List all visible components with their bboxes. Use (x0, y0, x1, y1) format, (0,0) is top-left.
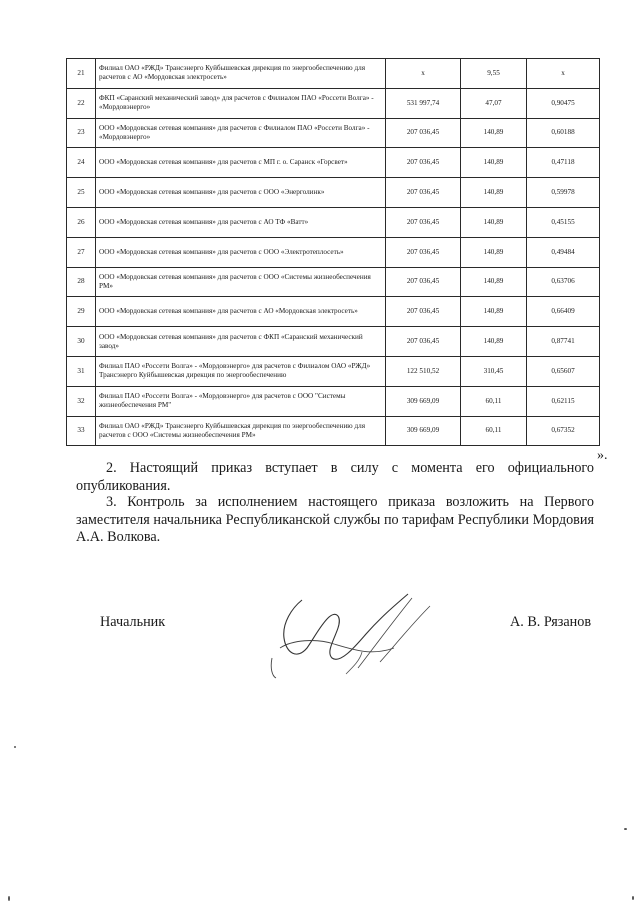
row-organization: ФКП «Саранский механический завод» для расчетов с Филиалом ПАО «Россети Волга» - «Мордовэнерго» (96, 88, 386, 118)
table-row (67, 118, 600, 148)
row-value-1: 207 036,45 (386, 178, 461, 208)
row-value-1: 309 669,09 (386, 416, 461, 446)
row-number: 29 (67, 297, 96, 327)
row-value-2: 310,45 (461, 356, 527, 386)
table-row (67, 178, 600, 208)
table-row (67, 148, 600, 178)
row-value-3: 0,60188 (527, 118, 600, 148)
table-row (67, 297, 600, 327)
paragraph-3: 3. Контроль за исполнением настоящего приказа возложить на Первого заместителя начальника Республиканской службы по тарифам Республики Мордовия А.А. Волкова. (76, 494, 594, 545)
row-value-2: 140,89 (461, 297, 527, 327)
row-organization: ООО «Мордовская сетевая компания» для расчетов с Филиалом ПАО «Россети Волга» - «Мордовэнерго» (96, 118, 386, 148)
row-number: 23 (67, 118, 96, 148)
table-row (67, 416, 600, 446)
row-value-1: 122 510,52 (386, 356, 461, 386)
table-row (67, 267, 600, 297)
table-row (67, 386, 600, 416)
row-number: 32 (67, 386, 96, 416)
paragraph-2: 2. Настоящий приказ вступает в силу с момента его официального опубликования. (76, 460, 594, 494)
scan-speck (8, 896, 10, 901)
signatory-name: А. В. Рязанов (510, 614, 592, 630)
row-value-3: 0,66409 (527, 297, 600, 327)
handwritten-signature (262, 578, 442, 688)
row-value-3: 0,62115 (527, 386, 600, 416)
row-value-3: 0,59978 (527, 178, 600, 208)
row-organization: Филиал ПАО «Россети Волга» - «Мордовэнерго» для расчетов с ООО "Системы жизнеобеспечения РМ" (96, 386, 386, 416)
table-row (67, 237, 600, 267)
row-value-1: 531 997,74 (386, 88, 461, 118)
table-row (67, 207, 600, 237)
row-value-2: 47,07 (461, 88, 527, 118)
row-value-2: 140,89 (461, 118, 527, 148)
row-number: 30 (67, 327, 96, 357)
scan-speck (624, 828, 627, 830)
row-organization: Филиал ОАО «РЖД» Трансэнерго Куйбышевская дирекция по энергообеспечению для расчетов с ООО «Системы жизнеобеспечения РМ» (96, 416, 386, 446)
row-value-1: 207 036,45 (386, 207, 461, 237)
row-value-3: х (527, 59, 600, 89)
table-row (67, 356, 600, 386)
row-value-1: 207 036,45 (386, 118, 461, 148)
row-number: 26 (67, 207, 96, 237)
row-value-1: 309 669,09 (386, 386, 461, 416)
row-value-2: 60,11 (461, 386, 527, 416)
table-row (67, 327, 600, 357)
row-value-1: х (386, 59, 461, 89)
row-value-2: 60,11 (461, 416, 527, 446)
row-number: 27 (67, 237, 96, 267)
closing-quote: ». (597, 448, 608, 463)
tariff-table-body (67, 59, 600, 446)
row-number: 22 (67, 88, 96, 118)
scan-speck (632, 896, 634, 900)
signatory-title: Начальник (100, 614, 166, 630)
row-value-2: 140,89 (461, 327, 527, 357)
row-value-2: 140,89 (461, 178, 527, 208)
row-value-1: 207 036,45 (386, 237, 461, 267)
row-value-1: 207 036,45 (386, 327, 461, 357)
row-organization: ООО «Мордовская сетевая компания» для расчетов с ООО «Системы жизнеобеспечения РМ» (96, 267, 386, 297)
row-value-3: 0,63706 (527, 267, 600, 297)
row-organization: ООО «Мордовская сетевая компания» для расчетов с АО ТФ «Ватт» (96, 207, 386, 237)
row-value-1: 207 036,45 (386, 297, 461, 327)
row-value-3: 0,90475 (527, 88, 600, 118)
row-number: 31 (67, 356, 96, 386)
row-value-2: 140,89 (461, 148, 527, 178)
row-number: 28 (67, 267, 96, 297)
scan-speck (14, 746, 16, 748)
row-number: 33 (67, 416, 96, 446)
row-value-3: 0,65607 (527, 356, 600, 386)
row-number: 25 (67, 178, 96, 208)
row-value-2: 140,89 (461, 237, 527, 267)
row-number: 24 (67, 148, 96, 178)
row-value-3: 0,45155 (527, 207, 600, 237)
row-organization: ООО «Мордовская сетевая компания» для расчетов с АО «Мордовская электросеть» (96, 297, 386, 327)
row-value-3: 0,67352 (527, 416, 600, 446)
row-number: 21 (67, 59, 96, 89)
row-organization: ООО «Мордовская сетевая компания» для расчетов с ФКП «Саранский механический завод» (96, 327, 386, 357)
row-value-3: 0,47118 (527, 148, 600, 178)
row-organization: ООО «Мордовская сетевая компания» для расчетов с ООО «Электротеплосеть» (96, 237, 386, 267)
row-value-2: 9,55 (461, 59, 527, 89)
row-value-2: 140,89 (461, 207, 527, 237)
row-value-3: 0,87741 (527, 327, 600, 357)
row-organization: ООО «Мордовская сетевая компания» для расчетов с ООО «Энерголинк» (96, 178, 386, 208)
table-row (67, 88, 600, 118)
row-value-3: 0,49484 (527, 237, 600, 267)
row-organization: ООО «Мордовская сетевая компания» для расчетов с МП г. о. Саранск «Горсвет» (96, 148, 386, 178)
row-organization: Филиал ОАО «РЖД» Трансэнерго Куйбышевская дирекция по энергообеспечению для расчетов с АО «Мордовская электросеть» (96, 59, 386, 89)
row-value-1: 207 036,45 (386, 267, 461, 297)
tariff-table (66, 58, 600, 446)
row-value-2: 140,89 (461, 267, 527, 297)
row-value-1: 207 036,45 (386, 148, 461, 178)
table-row (67, 59, 600, 89)
row-organization: Филиал ПАО «Россети Волга» - «Мордовэнерго» для расчетов с Филиалом ОАО «РЖД» Трансэнерго Куйбышевская дирекция по энергообеспечению (96, 356, 386, 386)
